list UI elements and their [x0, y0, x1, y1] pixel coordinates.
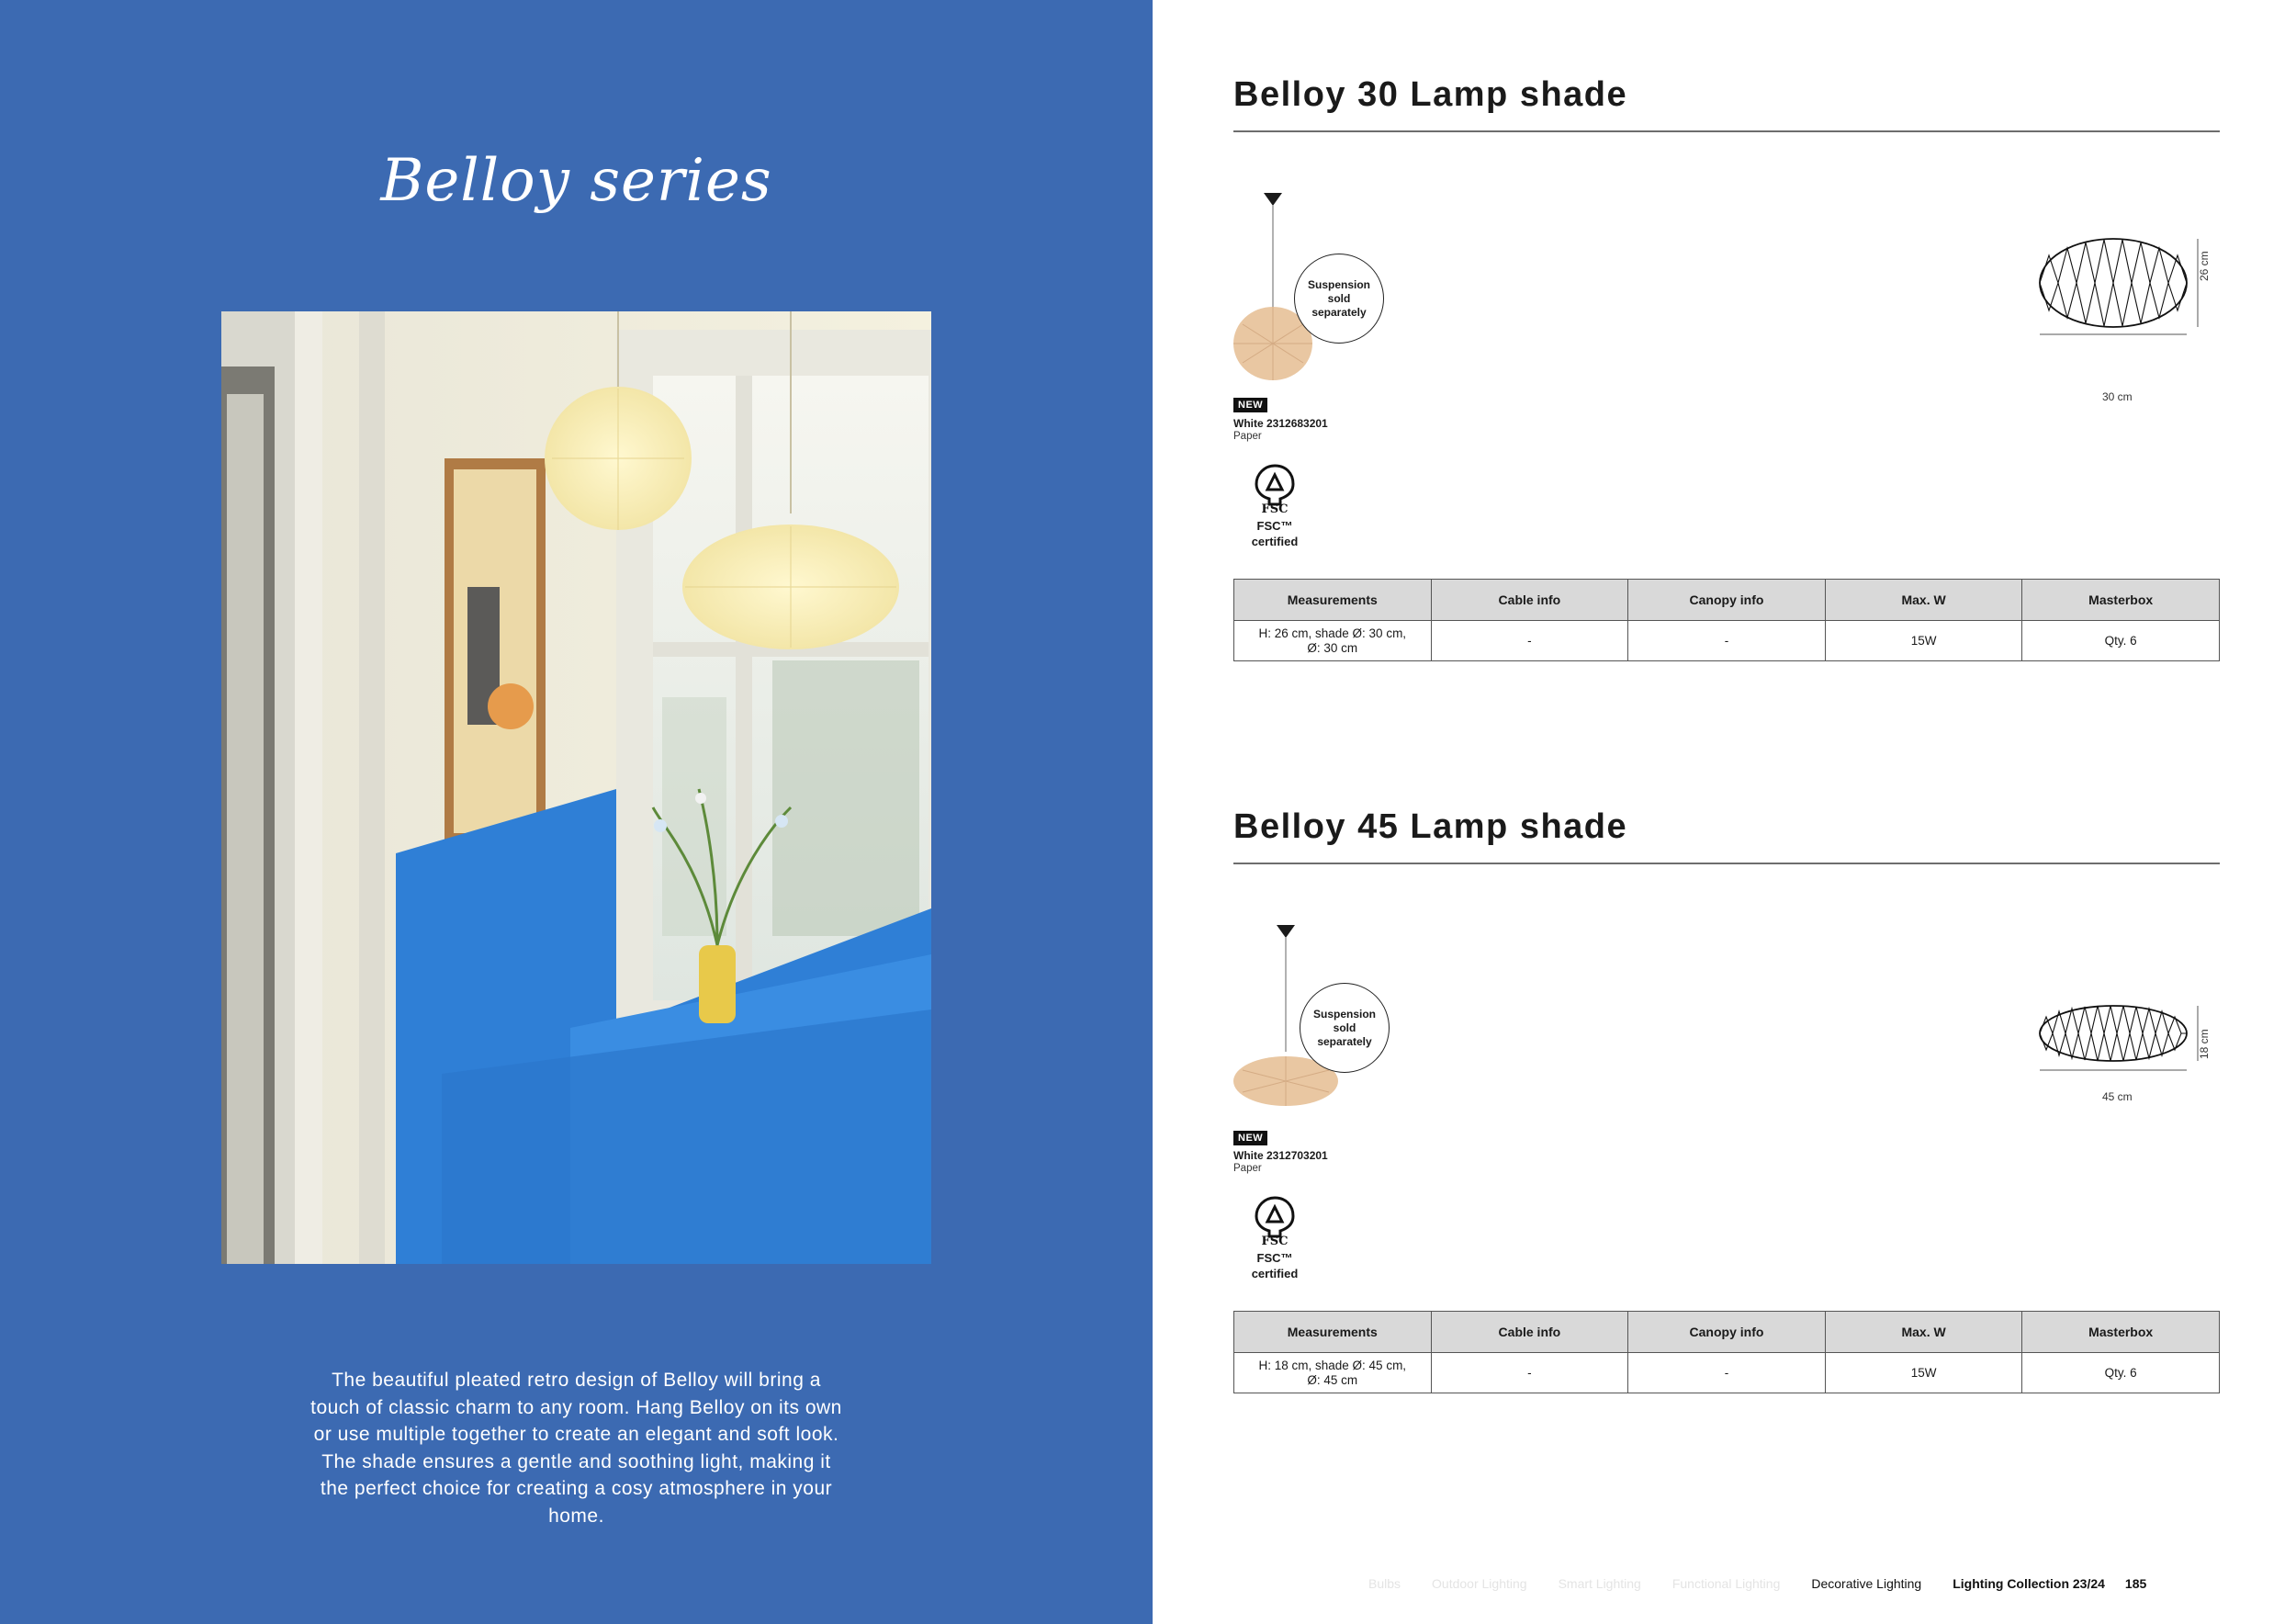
cell-masterbox: Qty. 6	[2022, 1353, 2220, 1393]
header-measurements: Measurements	[1234, 580, 1432, 621]
footer-nav-decorative-lighting[interactable]: Decorative Lighting	[1811, 1576, 1922, 1591]
product-title: Belloy 45 Lamp shade	[1233, 807, 1628, 846]
spec-table	[1233, 1311, 2220, 1393]
cell-cable-info: -	[1431, 1353, 1628, 1393]
product-belloy-30	[1233, 72, 2220, 655]
header-cable-info: Cable info	[1431, 1312, 1628, 1353]
footer-nav-functional-lighting[interactable]: Functional Lighting	[1671, 1576, 1781, 1591]
width-dimension: 45 cm	[2102, 1090, 2133, 1103]
header-canopy-info: Canopy info	[1628, 580, 1826, 621]
footer-collection: Lighting Collection 23/24	[1953, 1576, 2105, 1591]
footer-nav-bulbs[interactable]: Bulbs	[1368, 1576, 1401, 1591]
suspension-badge: Suspension sold separately	[1294, 254, 1384, 344]
product-title: Belloy 30 Lamp shade	[1233, 75, 1628, 114]
cell-max-w: 15W	[1825, 1353, 2022, 1393]
lamp-dimension-drawing	[2038, 1004, 2212, 1077]
fsc-tree-icon	[1249, 462, 1300, 513]
hero-photo	[221, 311, 931, 1264]
footer-nav-outdoor-lighting[interactable]: Outdoor Lighting	[1432, 1576, 1527, 1591]
table-header-row	[1234, 1312, 2220, 1353]
product-belloy-45	[1233, 804, 2220, 1387]
title-divider	[1233, 863, 2220, 864]
svg-text:FSC: FSC	[1261, 1235, 1289, 1246]
series-title: Belloy series	[380, 147, 772, 215]
cell-measurements: H: 18 cm, shade Ø: 45 cm, Ø: 45 cm	[1234, 1353, 1432, 1393]
svg-text:FSC: FSC	[1261, 502, 1289, 513]
variant-code: White 2312683201	[1233, 417, 1328, 430]
new-badge: NEW	[1233, 1131, 1267, 1145]
header-max-w: Max. W	[1825, 1312, 2022, 1353]
fsc-badge: FSC FSC™ certified	[1233, 1194, 1316, 1281]
table-row	[1234, 621, 2220, 661]
series-description: The beautiful pleated retro design of Belloy will bring a touch of classic charm to any room. Hang Belloy on its own or use multiple together to create an elegant and soft look. The shade ensures a gentle and soothing light, making it the perfect choice for creating a cosy atmosphere in your home.	[310, 1370, 842, 1527]
cell-canopy-info: -	[1628, 621, 1826, 661]
header-canopy-info: Canopy info	[1628, 1312, 1826, 1353]
table-header-row	[1234, 580, 2220, 621]
height-dimension: 18 cm	[2198, 1029, 2211, 1059]
footer-nav-smart-lighting[interactable]: Smart Lighting	[1558, 1576, 1641, 1591]
width-dimension: 30 cm	[2102, 390, 2133, 403]
spec-table	[1233, 579, 2220, 661]
title-divider	[1233, 130, 2220, 132]
variant-code: White 2312703201	[1233, 1149, 1328, 1162]
cell-cable-info: -	[1431, 621, 1628, 661]
new-badge: NEW	[1233, 398, 1267, 412]
cell-masterbox: Qty. 6	[2022, 621, 2220, 661]
header-masterbox: Masterbox	[2022, 580, 2220, 621]
header-measurements: Measurements	[1234, 1312, 1432, 1353]
cell-canopy-info: -	[1628, 1353, 1826, 1393]
page-footer	[1368, 1576, 2146, 1591]
cell-max-w: 15W	[1825, 621, 2022, 661]
table-row	[1234, 1353, 2220, 1393]
lamp-dimension-drawing	[2038, 237, 2212, 338]
material-label: Paper	[1233, 431, 1262, 442]
cell-measurements: H: 26 cm, shade Ø: 30 cm, Ø: 30 cm	[1234, 621, 1432, 661]
fsc-badge: FSC FSC™ certified	[1233, 462, 1316, 549]
header-cable-info: Cable info	[1431, 580, 1628, 621]
material-label: Paper	[1233, 1163, 1262, 1174]
header-masterbox: Masterbox	[2022, 1312, 2220, 1353]
fsc-tree-icon	[1249, 1194, 1300, 1246]
suspension-badge: Suspension sold separately	[1300, 983, 1390, 1073]
height-dimension: 26 cm	[2198, 251, 2211, 281]
page-number: 185	[2124, 1576, 2147, 1591]
header-max-w: Max. W	[1825, 580, 2022, 621]
